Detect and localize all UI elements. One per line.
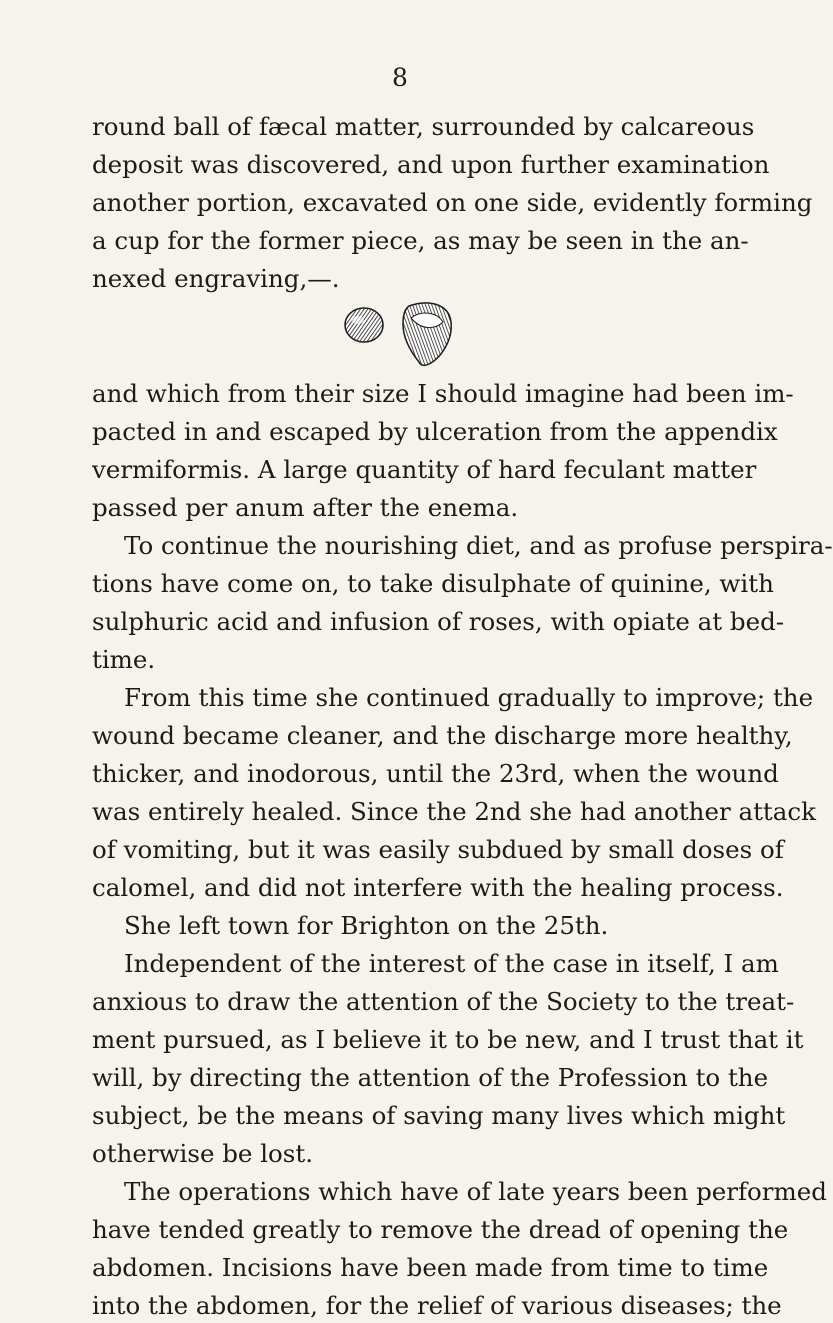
- text-line: and which from their size I should imagine had been im-: [92, 379, 794, 408]
- text-line: passed per anum after the enema.: [92, 493, 519, 522]
- text-line: subject, be the means of saving many lives which might: [92, 1101, 786, 1130]
- text-line: a cup for the former piece, as may be seen in the an-: [92, 226, 749, 255]
- text-line: deposit was discovered, and upon further examination: [92, 150, 770, 179]
- text-line: nexed engraving,—.: [92, 264, 340, 293]
- text-line: She left town for Brighton on the 25th.: [124, 911, 609, 940]
- text-line: otherwise be lost.: [92, 1139, 314, 1168]
- text-line: To continue the nourishing diet, and as profuse perspira-: [124, 531, 833, 560]
- page-number: 8: [392, 63, 409, 92]
- text-line: wound became cleaner, and the discharge more healthy,: [92, 721, 793, 750]
- text-line: was entirely healed. Since the 2nd she had another attack: [92, 797, 816, 826]
- text-line: round ball of fæcal matter, surrounded by calcareous: [92, 112, 755, 141]
- text-line: into the abdomen, for the relief of various diseases; the: [92, 1291, 782, 1320]
- text-line: From this time she continued gradually to improve; the: [124, 683, 814, 712]
- text-line: have tended greatly to remove the dread of opening the: [92, 1215, 789, 1244]
- text-line: another portion, excavated on one side, evidently forming: [92, 188, 813, 217]
- text-line: time.: [92, 645, 156, 674]
- text-line: of vomiting, but it was easily subdued by small doses of: [92, 835, 784, 864]
- text-line: pacted in and escaped by ulceration from the appendix: [92, 417, 778, 446]
- text-line: thicker, and inodorous, until the 23rd, when the wound: [92, 759, 779, 788]
- text-line: abdomen. Incisions have been made from time to time: [92, 1253, 769, 1282]
- text-line: tions have come on, to take disulphate of quinine, with: [92, 569, 774, 598]
- text-line: vermiformis. A large quantity of hard feculant matter: [92, 455, 757, 484]
- calcareous-concretion-engraving-icon: [337, 300, 467, 366]
- text-line: calomel, and did not interfere with the healing process.: [92, 873, 784, 902]
- text-line: Independent of the interest of the case in itself, I am: [124, 949, 779, 978]
- text-line: will, by directing the attention of the Profession to the: [92, 1063, 769, 1092]
- text-line: anxious to draw the attention of the Society to the treat-: [92, 987, 795, 1016]
- text-line: ment pursued, as I believe it to be new, and I trust that it: [92, 1025, 804, 1054]
- text-line: sulphuric acid and infusion of roses, with opiate at bed-: [92, 607, 785, 636]
- text-line: The operations which have of late years been performed: [124, 1177, 827, 1206]
